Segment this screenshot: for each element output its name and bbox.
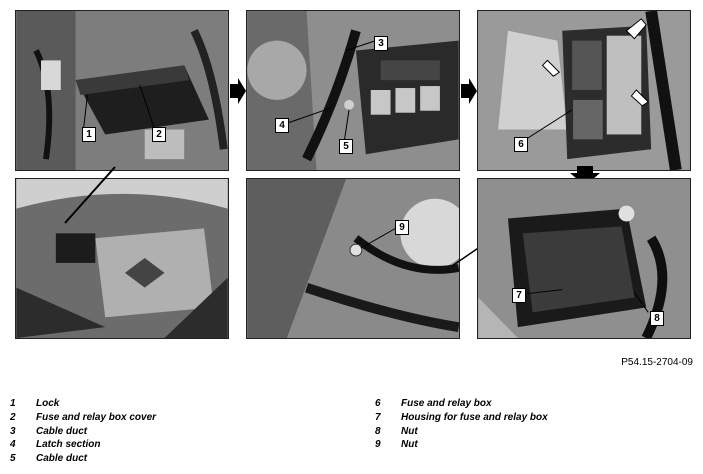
photo-panel-fuse-box <box>477 10 691 171</box>
photo-panel-engine-bay <box>15 178 229 339</box>
callout-5: 5 <box>339 139 353 154</box>
right-arrow-icon <box>461 78 477 104</box>
callout-7: 7 <box>512 288 526 303</box>
photo-engine-bay-illustration <box>16 179 228 338</box>
legend-item: 8 Nut <box>375 425 418 437</box>
legend-item: 2 Fuse and relay box cover <box>10 411 157 423</box>
photo-panel-latch <box>246 10 460 171</box>
legend-item: 5 Cable duct <box>10 453 88 465</box>
legend-left <box>10 398 156 467</box>
legend-item: 7 Housing for fuse and relay box <box>375 411 548 423</box>
callout-9: 9 <box>395 220 409 235</box>
photo-cover-illustration <box>16 11 228 170</box>
leader-line <box>60 165 120 225</box>
callout-8: 8 <box>650 311 664 326</box>
legend-item: 9 Nut <box>375 439 418 451</box>
photo-nut-illustration <box>247 179 459 338</box>
legend-right <box>375 398 548 453</box>
callout-6: 6 <box>514 137 528 152</box>
callout-2: 2 <box>152 127 166 142</box>
legend-item: 6 Fuse and relay box <box>375 398 492 409</box>
right-arrow-icon <box>230 78 246 104</box>
callout-1: 1 <box>82 127 96 142</box>
photo-panel-housing <box>477 178 691 339</box>
photo-latch-illustration <box>247 11 459 170</box>
legend-item: 3 Cable duct <box>10 425 88 437</box>
photo-fuse-box-illustration <box>478 11 690 170</box>
photo-panel-cover <box>15 10 229 171</box>
legend-item: 1 Lock <box>10 398 60 409</box>
figure-reference: P54.15-2704-09 <box>621 357 693 368</box>
legend-item: 4 Latch section <box>10 439 101 451</box>
callout-4: 4 <box>275 118 289 133</box>
callout-3: 3 <box>374 36 388 51</box>
photo-panel-nut <box>246 178 460 339</box>
